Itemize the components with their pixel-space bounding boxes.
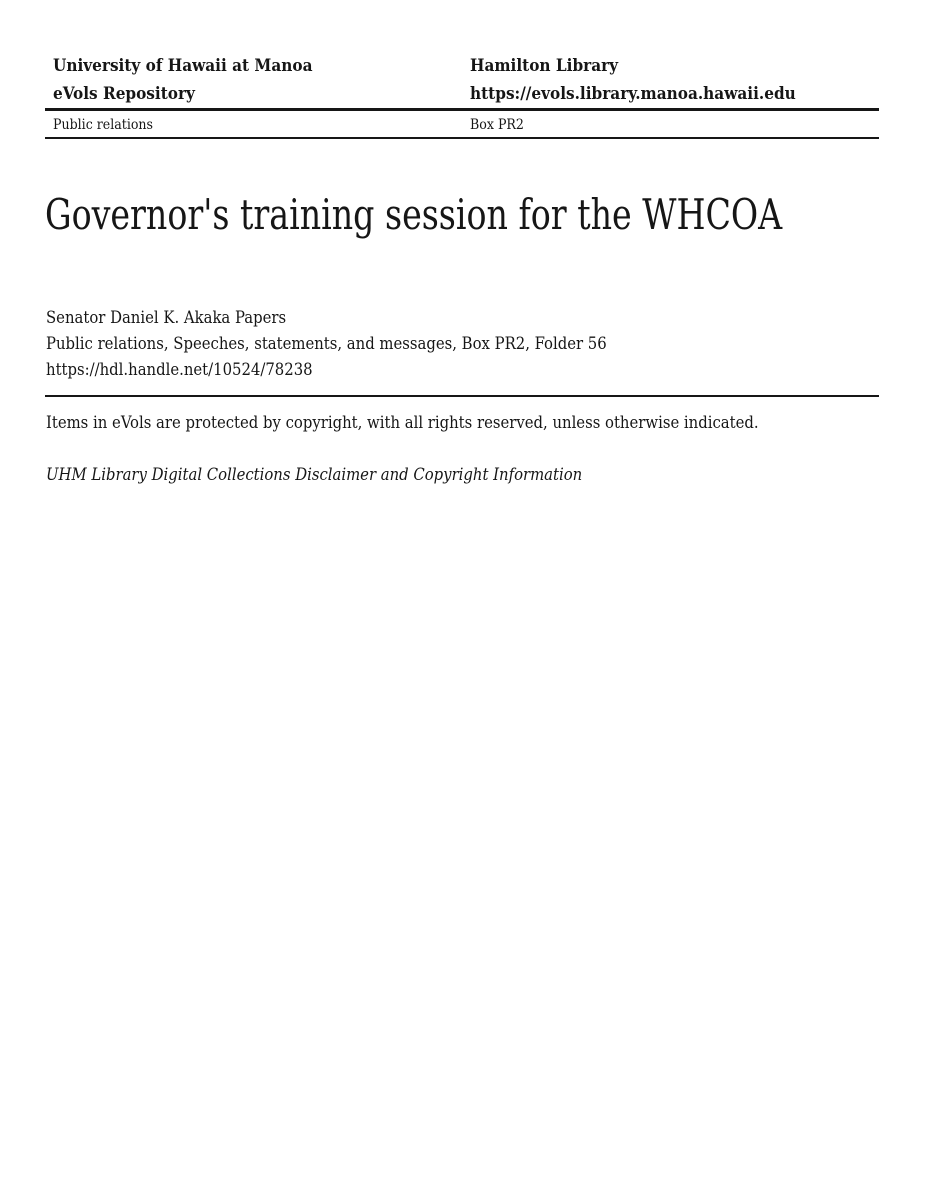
collection-label: Public relations [53,117,154,133]
document-title-text: Governor's training session for the WHCOA [45,190,783,239]
citation-location: Public relations, Speeches, statements, and messages, Box PR2, Folder 56 [46,334,607,353]
header-right-cell [470,52,879,108]
copyright-notice: Items in eVols are protected by copyright, with all rights reserved, unless otherwise indicated. [46,413,759,432]
citation-block [46,305,879,383]
repository-url-link[interactable]: https://evols.library.manoa.hawaii.edu [470,84,796,104]
document-title [45,189,927,241]
header-left-cell [53,52,470,108]
divider-rule [45,395,879,397]
repository-header [45,50,879,139]
header-sub-row [45,111,879,137]
handle-url-link[interactable]: https://hdl.handle.net/10524/78238 [46,360,313,379]
repository-name: eVols Repository [53,84,195,104]
collection-title: Senator Daniel K. Akaka Papers [46,308,287,327]
header-main-row [45,50,879,111]
disclaimer-link[interactable]: UHM Library Digital Collections Disclaimer and Copyright Information [46,465,583,484]
library-name: Hamilton Library [470,56,619,76]
box-label: Box PR2 [470,117,524,133]
institution-name: University of Hawaii at Manoa [53,56,313,76]
